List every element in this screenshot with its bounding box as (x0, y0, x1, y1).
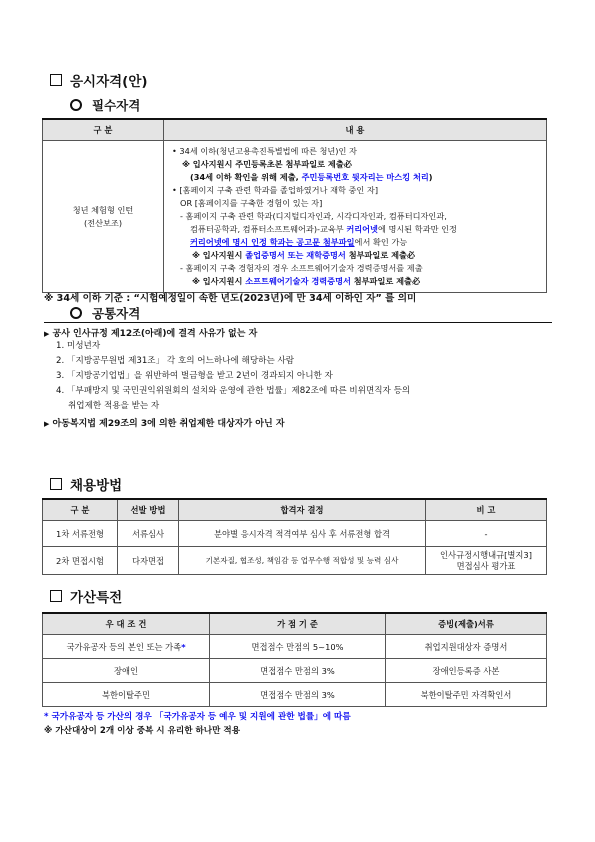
triangle-bullet-icon: ▶ (44, 330, 50, 338)
content-line: ※ 입사지원시 소프트웨어기술자 경력증명서 첨부파일로 제출必 (192, 276, 421, 286)
triangle-bullet-icon: ▶ (44, 420, 50, 428)
header-remarks: 비 고 (426, 499, 547, 521)
content-line: • [홈페이지 구축 관련 학과를 졸업하였거나 재학 중인 자] (172, 185, 379, 195)
checkbox-square-icon (50, 74, 62, 86)
content-line: 컴퓨터공학과, 컴퓨터소프트웨어과)-교육부 커리어넷에 명시된 학과만 인정 (190, 224, 457, 234)
common-qualifications (44, 322, 552, 429)
content-cell (164, 141, 547, 293)
content-line: • 34세 이하(청년고용촉진특별법에 따른 청년)인 자 (172, 146, 357, 156)
age-criteria-note: ※ 34세 이하 기준 : “시험예정일이 속한 년도(2023년)에 만 34세 이하인 자” 를 의미 (44, 293, 417, 304)
header-condition: 우 대 조 건 (43, 613, 210, 635)
checkbox-square-icon (50, 478, 62, 490)
table-row: 1차 서류전형 서류심사 분야별 응시자격 적격여부 심사 후 서류전형 합격 - (43, 521, 547, 547)
section-title-eligibility: 응시자격(안) (50, 70, 148, 90)
header-category: 구 분 (43, 119, 164, 141)
recruitment-method-table (42, 498, 547, 575)
section-title-recruitment-method: 채용방법 (50, 474, 122, 494)
content-line: ※ 입사지원시 졸업증명서 또는 재학증명서 첨부파일로 제출必 (192, 250, 416, 260)
content-line: - 홈페이지 구축 경험자의 경우 소프트웨어기술자 경력증명서를 제출 (180, 263, 423, 273)
header-stage: 구 분 (43, 499, 118, 521)
table-row: 장애인 면접점수 만점의 3% 장애인등록증 사본 (43, 659, 547, 683)
header-method: 선발 방법 (118, 499, 179, 521)
duplicate-bonus-note: ※ 가산대상이 2개 이상 중복 시 유리한 하나만 적용 (44, 726, 240, 736)
circle-bullet-icon (70, 307, 82, 319)
table-row: 북한이탈주민 면접점수 만점의 3% 북한이탈주민 자격확인서 (43, 683, 547, 707)
subsection-title-common: 공통자격 (70, 304, 140, 322)
header-documents: 증빙(제출)서류 (386, 613, 547, 635)
content-line: (34세 이하 확인을 위해 제출, 주민등록번호 뒷자리는 마스킹 처리) (190, 172, 433, 182)
content-line: OR [홈페이지를 구축한 경험이 있는 자] (180, 198, 323, 208)
common-requirement-2: ▶ 아동복지법 제29조의 3에 의한 취업제한 대상자가 아닌 자 (44, 419, 285, 429)
common-requirement-1: ▶ 공사 인사규정 제12조(아래)에 결격 사유가 없는 자 (44, 329, 258, 339)
circle-bullet-icon (70, 99, 82, 111)
table-row: 국가유공자 등의 본인 또는 가족* 면접점수 만점의 5~10% 취업지원대상자 증명서 (43, 635, 547, 659)
content-line: ※ 입사지원시 주민등록초본 첨부파일로 제출必 (182, 159, 352, 169)
list-item: 1. 미성년자 (56, 341, 101, 351)
veteran-bonus-note: * 국가유공자 등 가산의 경우 「국가유공자 등 예우 및 지원에 관한 법률」에 따름 (44, 712, 351, 722)
section-title-bonus: 가산특전 (50, 586, 122, 606)
content-line: - 홈페이지 구축 관련 학과(디지털디자인과, 시각디자인과, 컴퓨터디자인과, (180, 211, 447, 221)
subsection-title-required: 필수자격 (70, 96, 140, 114)
list-item: 취업제한 적용을 받는 자 (68, 401, 160, 411)
disqualification-list (44, 339, 552, 414)
list-item: 2. 「지방공무원법 제31조」 각 호의 어느하나에 해당하는 사람 (56, 356, 295, 366)
checkbox-square-icon (50, 590, 62, 602)
header-points: 가 점 기 준 (210, 613, 386, 635)
content-line: 커리어넷에 명시 인정 학과는 공고문 첨부파일에서 확인 가능 (190, 237, 408, 247)
list-item: 3. 「지방공기업법」을 위반하여 벌금형을 받고 2년이 경과되지 아니한 자 (56, 371, 333, 381)
category-cell: 청년 체험형 인턴 (전산보조) (43, 141, 164, 293)
table-row: 2차 면접시험 다자면접 기본자질, 협조성, 책임감 등 업무수행 적합성 및 능력 심사 인사규정시행내규[별지3] 면접심사 평가표 (43, 547, 547, 575)
list-item: 4. 「부패방지 및 국민권익위원회의 설치와 운영에 관한 법률」제82조에 따른 비위면직자 등의 (56, 386, 411, 396)
header-content: 내 용 (164, 119, 547, 141)
header-pass-decision: 합격자 결정 (179, 499, 426, 521)
bonus-table (42, 612, 547, 707)
required-qualifications-table (42, 118, 547, 293)
